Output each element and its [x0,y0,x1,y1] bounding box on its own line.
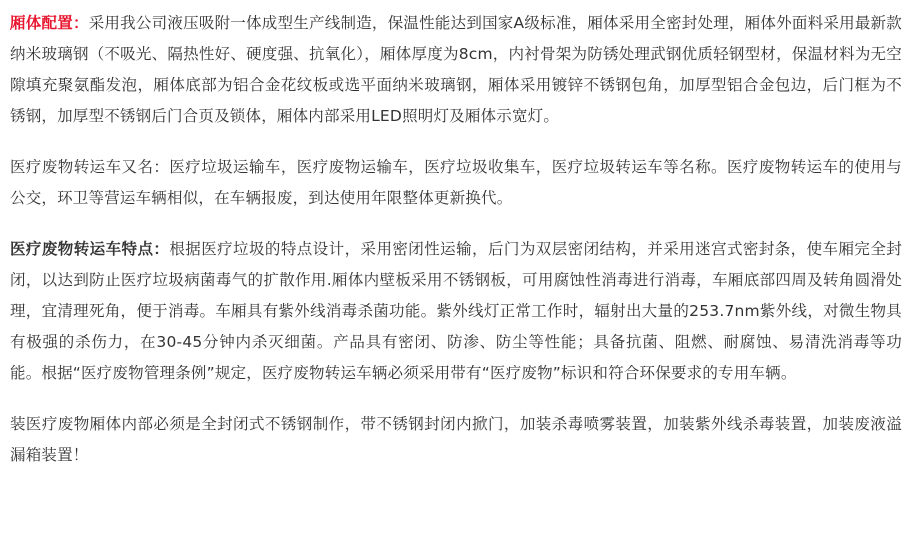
paragraph-alias-names [10,152,902,214]
paragraph-features [10,234,902,389]
paragraph-text-cabinet-config: 采用我公司液压吸附一体成型生产线制造，保温性能达到国家A级标准，厢体采用全密封处理，厢体外面料采用最新款纳米玻璃钢（不吸光、隔热性好、硬度强、抗氧化），厢体厚度为8cm，内衬骨架为防锈处理武钢优质轻钢型材，保温材料为无空隙填充聚氨酯发泡，厢体底部为铝合金花纹板或选平面纳米玻璃钢，厢体采用镀锌不锈钢包角，加厚型铝合金包边，后门框为不锈钢，加厚型不锈钢后门合页及锁体，厢体内部采用LED照明灯及厢体示宽灯。 [10,14,902,125]
paragraph-interior-requirements [10,409,902,471]
paragraph-text-features: 根据医疗垃圾的特点设计，采用密闭性运输，后门为双层密闭结构，并采用迷宫式密封条，使车厢完全封闭，以达到防止医疗垃圾病菌毒气的扩散作用.厢体内壁板采用不锈钢板，可用腐蚀性消毒进行消毒，车厢底部四周及转角圆滑处理，宜清理死角，便于消毒。车厢具有紫外线消毒杀菌功能。紫外线灯正常工作时，辐射出大量的253.7nm紫外线，对微生物具有极强的杀伤力，在30-45分钟内杀灭细菌。产品具有密闭、防渗、防尘等性能；具备抗菌、阻燃、耐腐蚀、易清洗消毒等功能。根据“医疗废物管理条例”规定，医疗废物转运车辆必须采用带有“医疗废物”标识和符合环保要求的专用车辆。 [10,240,902,382]
paragraph-text-alias-names: 医疗废物转运车又名：医疗垃圾运输车，医疗废物运输车，医疗垃圾收集车，医疗垃圾转运车等名称。医疗废物转运车的使用与公交，环卫等营运车辆相似，在车辆报废，到达使用年限整体更新换代。 [10,158,902,207]
paragraph-lead-cabinet-config: 厢体配置： [10,14,89,32]
paragraph-cabinet-config [10,8,902,132]
paragraph-text-interior-requirements: 装医疗废物厢体内部必须是全封闭式不锈钢制作，带不锈钢封闭内掀门，加装杀毒喷雾装置，加装紫外线杀毒装置，加装废液溢漏箱装置！ [10,415,902,464]
paragraph-lead-features: 医疗废物转运车特点： [10,240,170,258]
